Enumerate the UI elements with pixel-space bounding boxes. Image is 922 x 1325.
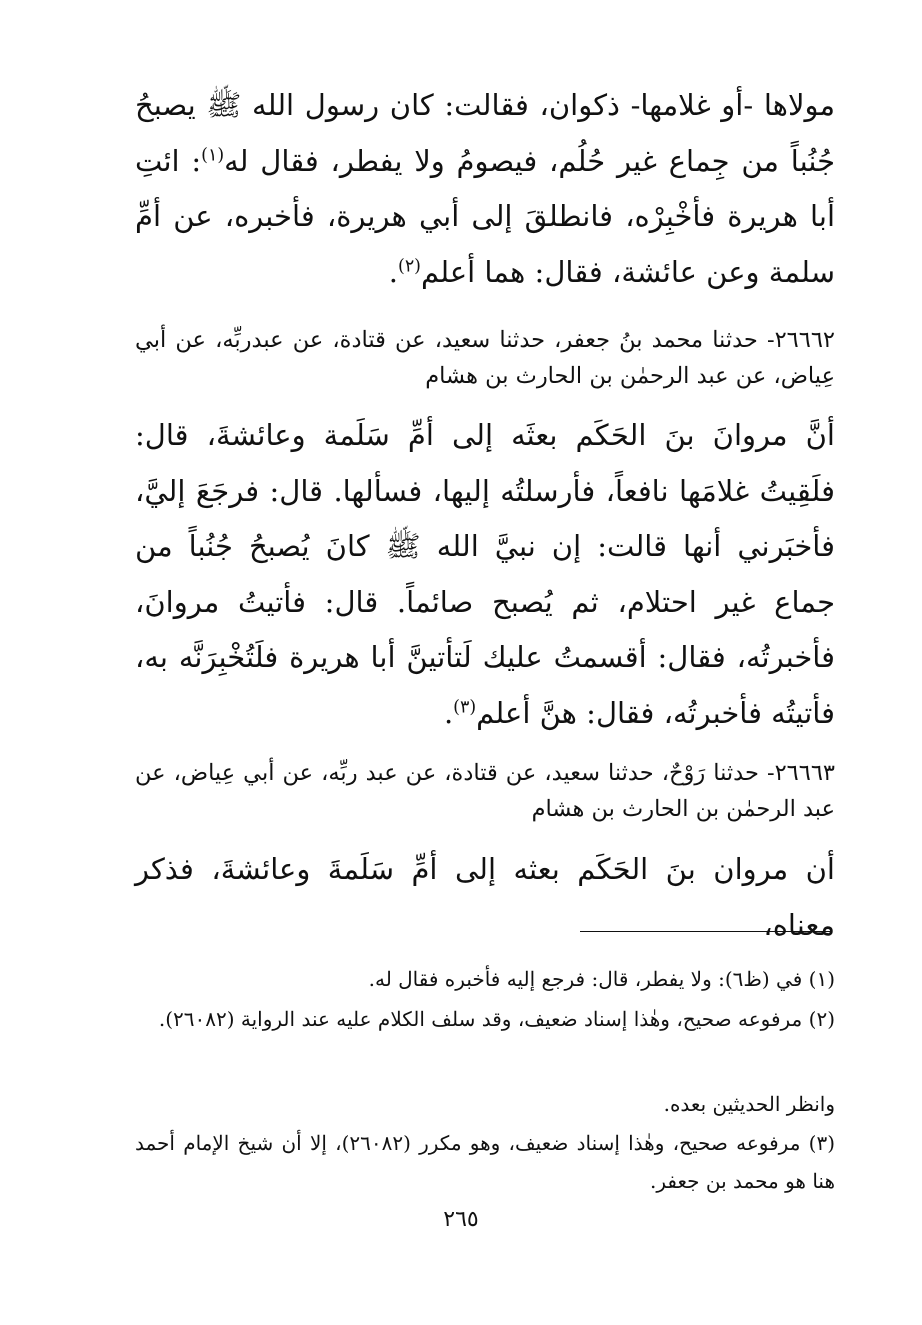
footnote-ref-3: (٣): [453, 696, 477, 717]
hadith-text: : ائتِ أبا هريرة فأخْبِرْه، فانطلقَ إلى أبي هريرة، فأخبره، عن أمِّ سلمة وعن عائشة، فقال: هما أعلم: [135, 143, 835, 289]
hadith-text: .: [388, 254, 399, 289]
hadith-26663-isnad: ٢٦٦٦٣- حدثنا رَوْحٌ، حدثنا سعيد، عن قتادة، عن عبد ربِّه، عن أبي عِياض، عن عبد الرحمٰن بن الحارث بن هشام: [135, 760, 835, 822]
footnote-2-continuation: وانظر الحديثين بعده.: [663, 1092, 835, 1116]
page-number: ٢٦٥: [443, 1207, 479, 1232]
hadith-26662-isnad: ٢٦٦٦٢- حدثنا محمد بنُ جعفر، حدثنا سعيد، عن قتادة، عن عبدربِّه، عن أبي عِياض، عن عبد الرحمٰن بن الحارث بن هشام: [135, 327, 835, 389]
hadith-text: .: [443, 695, 454, 730]
hadith-26663-matn: أن مروان بنَ الحَكَم بعثه إلى أمِّ سَلَمةَ وعائشةَ، فذكر معناه،: [135, 852, 835, 942]
footnote-1: (١) في (ظ٦): ولا يفطر، قال: فرجع إليه فأخبره فقال له.: [368, 967, 835, 991]
footnote-separator: [580, 931, 832, 932]
footnote-3: (٣) مرفوعه صحيح، وهٰذا إسناد ضعيف، وهو مكرر (٢٦٠٨٢)، إلا أن شيخ الإمام أحمد هنا هو محمد بن جعفر.: [135, 1131, 835, 1193]
hadith-26662-matn: [135, 408, 835, 741]
footnote-2: (٢) مرفوعه صحيح، وهٰذا إسناد ضعيف، وقد سلف الكلام عليه عند الرواية (٢٦٠٨٢).: [158, 1007, 835, 1031]
footnote-ref-1: (١): [201, 144, 225, 165]
hadith-26661-continuation: [135, 78, 835, 300]
hadith-text: أنَّ مروانَ بنَ الحَكَم بعثَه إلى أمِّ سَلَمة وعائشةَ، قال: فلَقِيتُ غلامَها نافعاً، فأرسلتُه إليها، فسألها. قال: فرجَعَ إليَّ، فأخبَرني أنها قالت: إن نبيَّ الله ﷺ كانَ يُصبحُ جُنُباً من جماع غير احتلام، ثم يُصبح صائماً. قال: فأتيتُ مروانَ، فأخبرتُه، فقال: أقسمتُ عليك لَتأتينَّ أبا هريرة فلَتُخْبِرَنَّه به، فأتيتُه فأخبرتُه، فقال: هنَّ أعلم: [135, 418, 835, 730]
footnote-ref-2: (٢): [398, 255, 421, 276]
hadith-text: مولاها -أو غلامها- ذكوان، فقالت: كان رسول الله ﷺ يصبحُ جُنُباً من جِماع غير حُلُم، فيصومُ ولا يفطر، فقال له: [135, 88, 836, 178]
